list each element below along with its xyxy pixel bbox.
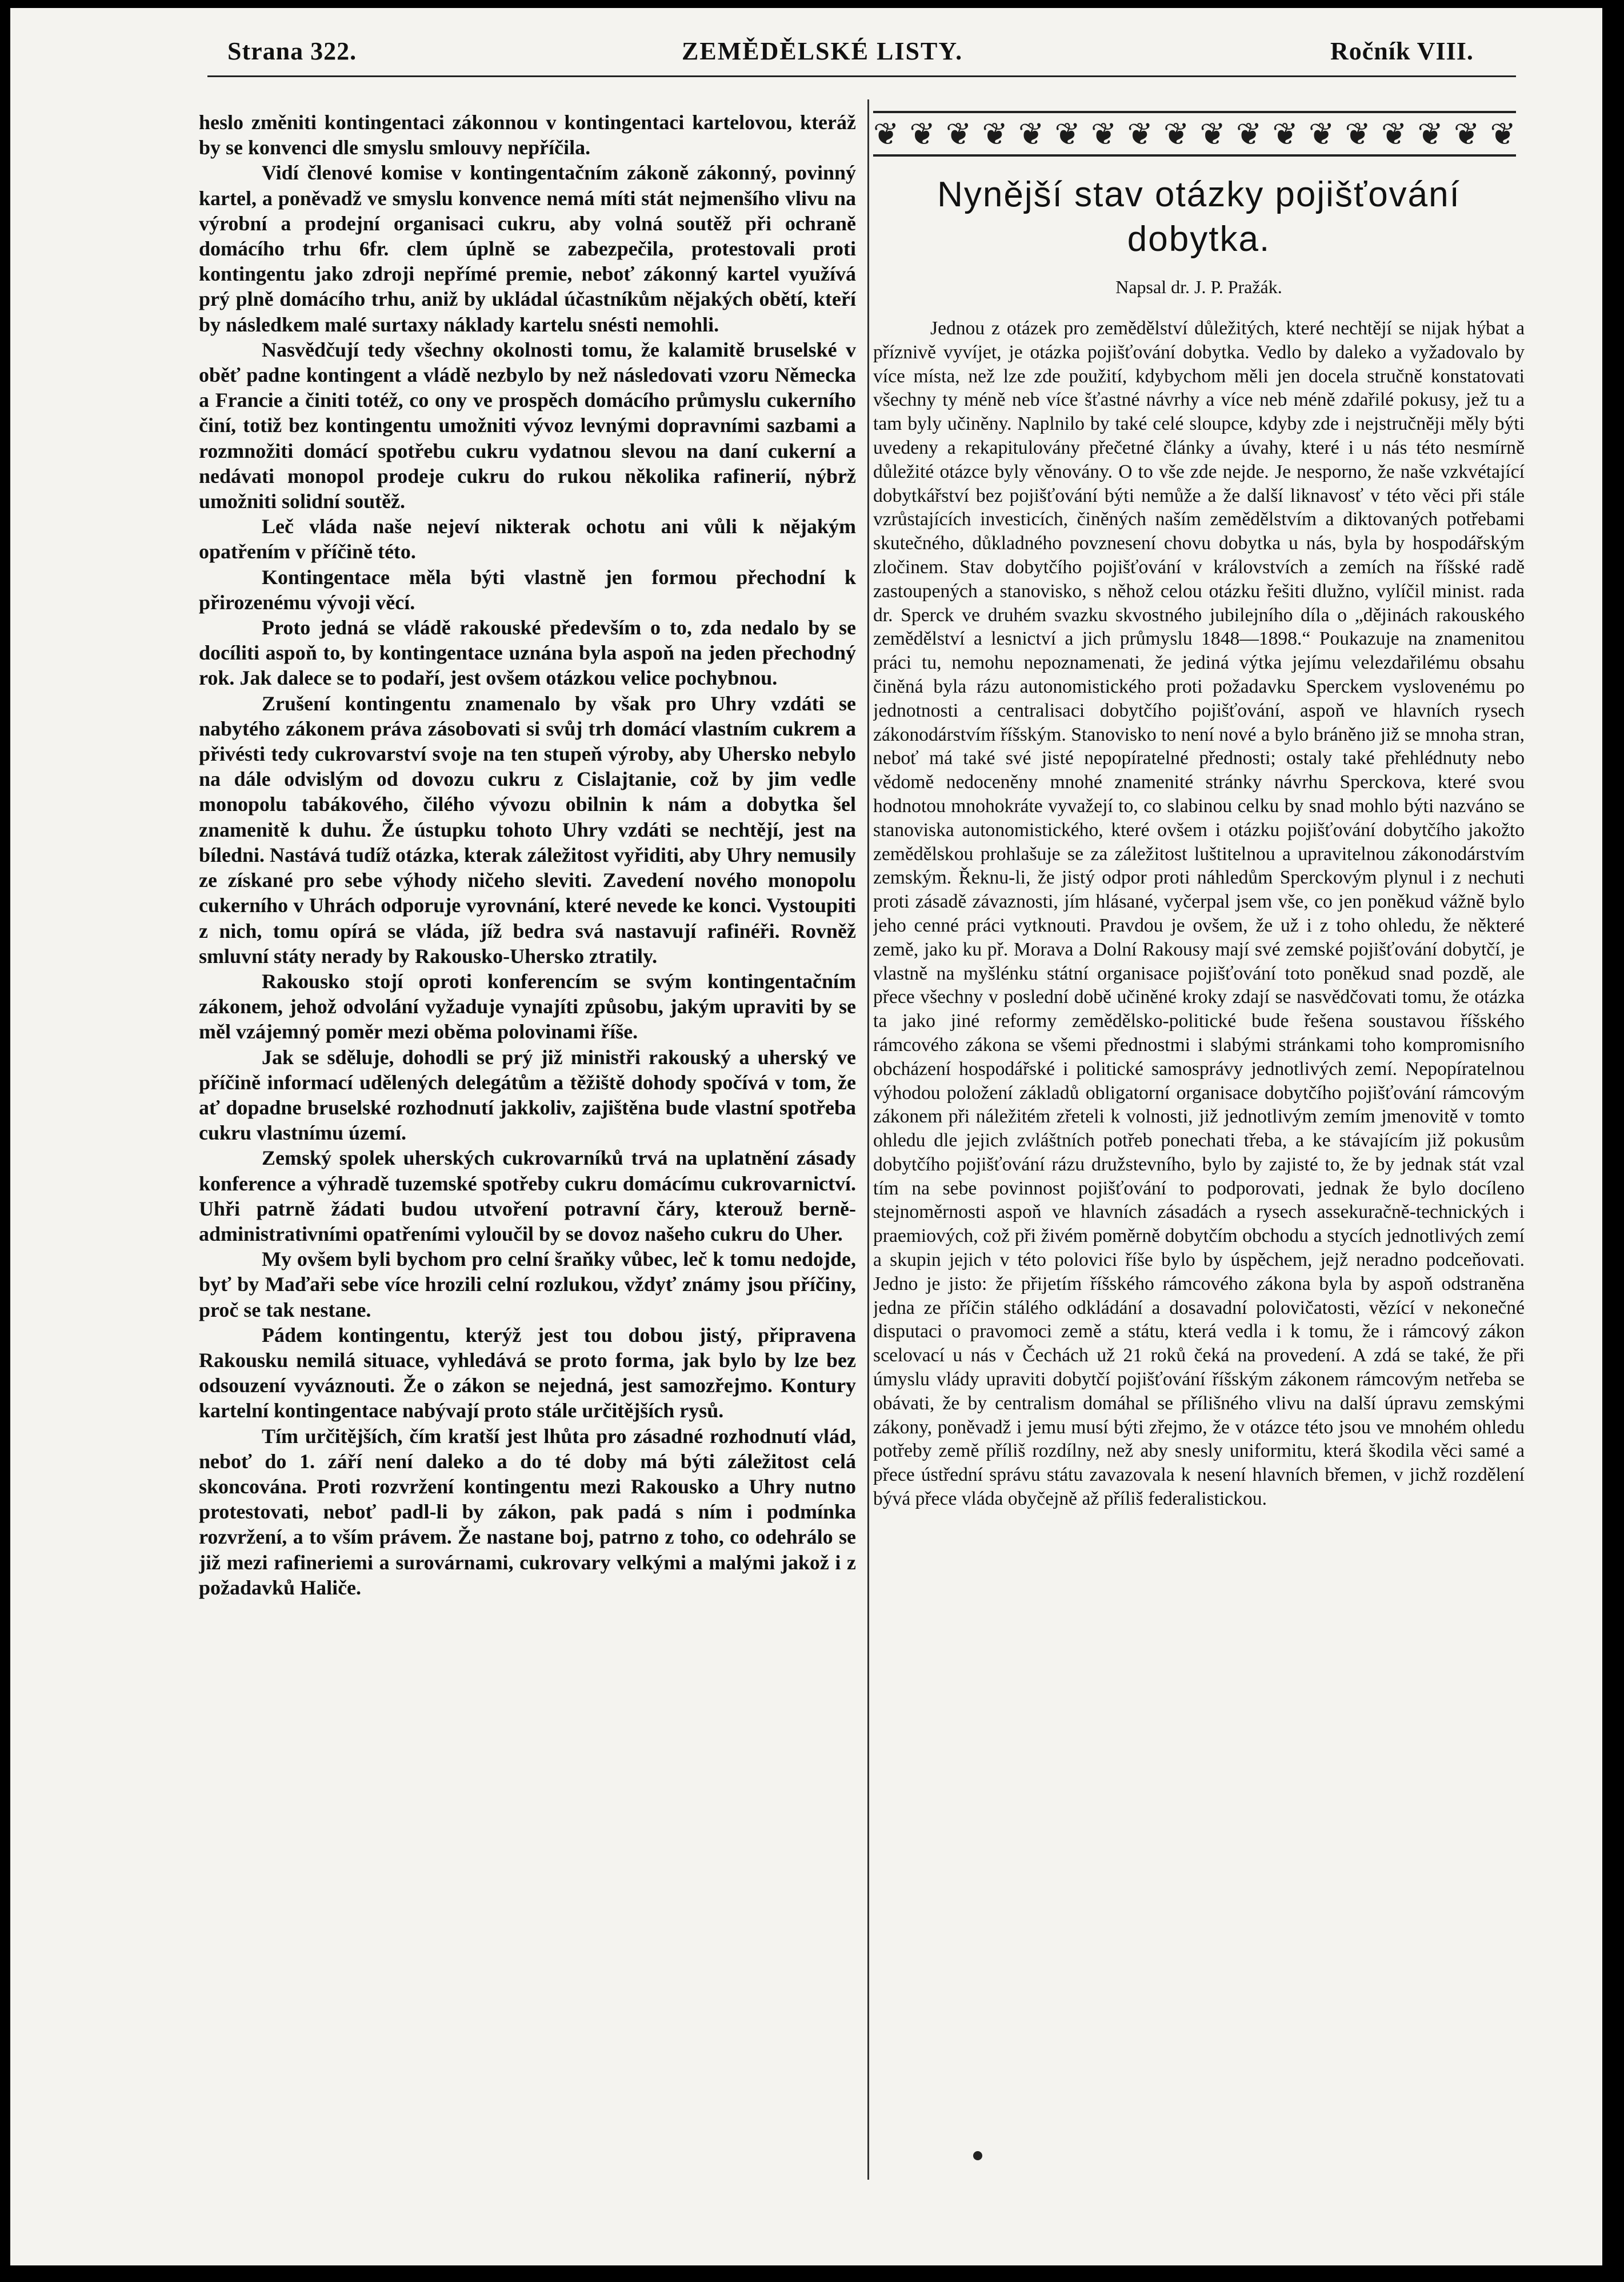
paragraph: Zemský spolek uherských cukrovarníků trvá na uplatnění zásady konference a výhradě tuzemské spotřeby cukru domácímu cukrovarnictví. Uhři patrně žádati budou utvoření potravní čáry, kterouž berně-administrativními opatřeními vyloučil by se dovoz našeho cukru do Uher. [199,1146,856,1245]
ornament-icon: ❦ [1309,115,1335,152]
paragraph: Tím určitějších, čím kratší jest lhůta pro zásadné rozhodnutí vlád, neboť do 1. září není daleko a do té doby má býti záležitost celá skoncována. Proti rozvržení kontingentu mezi Rakousko a Uhry nutno protestovati, neboť padl-li by zákon, pak padá s ním i podmínka rozvržení, a to vším právem. Že nastane boj, patrno z toho, co odehrálo se již mezi rafineriemi a surovárnami, cukrovary velkými a malými jakož i z požadavků Haliče. [199,1424,856,1599]
ornament-icon: ❦ [1054,115,1081,152]
paragraph: Kontingentace měla býti vlastně jen formou přechodní k přirozenému vývoji věcí. [199,565,856,614]
paragraph: Pádem kontingentu, kterýž jest tou dobou jistý, připravena Rakousku nemilá situace, vyhledává se proto forma, jak bylo by lze bez odsouzení vyváznouti. Že o zákon se nejedná, jest samozřejmo. Kontury kartelní kontingentace nabývají proto stále určitějších rysů. [199,1323,856,1422]
footer-dot [973,2151,982,2160]
header-rule [207,75,1516,77]
ornament-icon: ❦ [1417,115,1443,152]
ornament-icon: ❦ [1345,115,1371,152]
ornament-icon: ❦ [1018,115,1045,152]
ornament-icon: ❦ [1163,115,1190,152]
ornament-icon: ❦ [1272,115,1298,152]
ornament-icon: ❦ [1236,115,1262,152]
right-column [873,317,1525,2163]
journal-title: ZEMĚDĚLSKÉ LISTY. [682,37,963,65]
ornament-icon: ❦ [1490,115,1516,152]
volume-number: Ročník VIII. [1330,37,1474,65]
article-paragraph: Jednou z otázek pro zemědělství důležitých, které nechtějí se nijak hýbat a příznivě vyvíjet, je otázka pojišťování dobytka. Vedlo by daleko a vyžadovalo by více místa, než lze zde použití, kdybychom měli jen docela stručně konstatovati všechny ty méně neb více šťastné návrhy a více neb méně zdařilé pokusy, jež tu a tam byly učiněny. Naplnilo by také celé sloupce, kdyby zde i nejstručněji měly býti uvedeny a rekapitulovány přečetné články a úvahy, které i u nás této nesmírně důležité otázce byly věnovány. O to vše zde nejde. Je nesporno, že naše vzkvétající dobytkářství bez pojišťování býti nemůže a že další liknavosť v této věci při stále vzrůstajících investicích, činěných naším zemědělstvím a diktovaných potřebami skutečného, důkladného povznesení chovu dobytka u nás, byla by hospodářským zločinem. Stav dobytčího pojišťování v královstvích a zemích na říšské radě zastoupených a stanovisko, s něhož celou otázku řešiti dlužno, vylíčil minist. rada dr. Sperck ve druhém svazku skvostného jubilejního díla o „dějinách rakouského zemědělství a lesnictví a jich průmyslu 1848—1898.“ Poukazuje na znamenitou práci tu, nemohu nepoznamenati, že jediná výtka jejímu velezdařilému obsahu činěná byla rázu autonomistického proti požadavku Sperckem vyslovenému po jednotnosti a centralisaci dobytčího pojišťování, aspoň ve hlavních rysech zákonodárstvím říšským. Stanovisko to není nové a bylo bráněno již se mnoha stran, neboť má také své jisté nepopíratelné přednosti; ostaly také přehlédnuty nebo vědomě nedoceněny mnohé znamenité stránky návrhu Sperckova, které svou hodnotou mnohokráte vyvažejí to, co slabinou celku by snad mohlo býti nazváno se stanoviska autonomistického, které ovšem i otázku pojišťování dobytčího jakožto zemědělskou prohlašuje se za záležitost luštitelnou a upravitelnou zákonodárstvím zemským. Řeknu-li, že jistý odpor proti náhledům Sperckovým plynul i z nechuti proti zásadě závaznosti, jím hlásané, vyčerpal jsem vše, co jen poněkud vážně bylo jeho cenné práci vytknouti. Pravdou je ovšem, že už i z toho ohledu, že některé země, jako ku př. Morava a Dolní Rakousy mají své zemské pojišťování dobytčí, je vlastně na myšlénku státní organisace pojišťování toto poněkud snad pozdě, ale přece všechny v poslední době učiněné kroky zdají se nasvědčovati tomu, že otázka ta jako jiné reformy zemědělsko-politické bude řešena soustavou říšského rámcového zákona se všemi přednostmi i slabými stránkami toho kompromisního obcházení hospodářské i politické samosprávy jednotlivých zemí. Nepopíratelnou výhodou položení základů obligatorní organisace dobytčího pojišťování rámcovým zákonem při náležitém zřeteli k volnosti, již jednotlivým zemím jmenovitě v tomto ohledu dle jejich zvláštních potřeb ponechati třeba, a ke stávajícím již pokusům dobytčího pojišťování rázu družstevního, bylo by zajisté to, že by jednak stát vzal tím na sebe povinnost pojišťování to podporovati, jednak že bylo docíleno stejnoměrnosti aspoň ve hlavních zásadách a rysech assekuračně-technických i praemiových, což při živém poměrně dobytčím obchodu a stycích jednotlivých zemí a skupin jejich v této polovici říše bylo by úspěchem, jejž neradno podceňovati. Jedno je jisto: že přijetím říšského rámcového zákona byla by aspoň odstraněna jedna ze příčin stálého odkládání a dosavadní polovičatosti, vězící v nekonečné disputaci o pravomoci země a státu, která vedla i k tomu, že i rámcový zákon scelovací u nás v Čechách už 21 roků čeká na provedení. A zdá se také, že při úmyslu vlády upraviti dobytčí pojišťování říšským zákonem rámcovým netřeba se obávati, že by centralism domáhal se přílišného vlivu na další úpravu zemskými zákony, poněvadž i jemu musí býti zřejmo, že v otázce této jsou ve mnohém ohledu potřeby země příliš rozdílny, než aby snesly uniformitu, která škodila věci samé a přece ústřední správu státu zavazovala k nesení hlavních břemen, v jichž rozdělení bývá přece vláda obyčejně až příliš federalistickou. [873,318,1525,1510]
article-title: Nynější stav otázky pojišťování dobytka. [937,175,1461,259]
ornament-icon: ❦ [1127,115,1153,152]
paragraph: My ovšem byli bychom pro celní šraňky vůbec, leč k tomu nedojde, byť by Maďaři sebe více hrozili celní rozlukou, vždyť známy jsou příčiny, proč se tak nestane. [199,1248,856,1321]
newspaper-page [10,8,1602,2265]
page-number: Strana 322. [227,37,357,65]
article-byline: Napsal dr. J. P. Pražák. [1115,277,1282,297]
ornament-icon: ❦ [1381,115,1407,152]
ornament-icon: ❦ [1199,115,1226,152]
ornament-icon: ❦ [1454,115,1480,152]
ornament-icon: ❦ [909,115,935,152]
paragraph: Proto jedná se vládě rakouské především o to, zda nedalo by se docíliti aspoň to, by kontingentace uznána byla aspoň na jeden přechodný rok. Jak dalece se to podaří, jest ovšem otázkou velice pochybnou. [199,616,856,690]
paragraph: Rakousko stojí oproti konferencím se svým kontingentačním zákonem, jehož odvolání vyžaduje vynajíti způsobu, jakým upraviti by se měl vzájemný poměr mezi oběma polovinami říše. [199,969,856,1044]
paragraph: Zrušení kontingentu znamenalo by však pro Uhry vzdáti se nabytého zákonem práva zásobovati si svůj trh domácí vlastním cukrem a přivésti tedy cukrovarství svoje na ten stupeň výroby, aby Uhersko nebylo na dále odvislým od dovozu cukru z Cislajtanie, což by jim vedle monopolu tabákového, čilého vývozu obilnin k nám a dobytka šel znamenitě k duhu. Že ústupku tohoto Uhry vzdáti se nechtějí, jest na bíledni. Nastává tudíž otázka, kterak záležitost vyřiditi, aby Uhry nemusily ze získané pro sebe výhody ničeho sleviti. Zavedení nového monopolu cukerního v Uhrách odporuje vyrovnání, které nevede ke konci. Vystoupiti z nich, tomu opírá se vláda, jíž bedra svá nastavují rafinéři. Rovněž smluvní státy nerady by Rakousko-Uhersko ztratily. [199,692,856,968]
ornament-icon: ❦ [1091,115,1117,152]
left-column [199,110,856,2156]
ornament-icon: ❦ [873,115,899,152]
paragraph: Jak se sděluje, dohodli se prý již ministři rakouský a uherský ve příčině informací udělených delegátům a těžiště dohody spočívá v tom, že ať dopadne bruselské rozhodnutí jakkoliv, zajištěna bude vlastní spotřeba cukru vlastnímu území. [199,1045,856,1145]
ornament-icon: ❦ [946,115,972,152]
paragraph: heslo změniti kontingentaci zákonnou v kontingentaci kartelovou, kteráž by se konvenci dle smyslu smlouvy nepříčila. [199,111,856,159]
ornament-band [873,111,1516,157]
paragraph: Nasvědčují tedy všechny okolnosti tomu, že kalamitě bruselské v oběť padne kontingent a vládě nezbylo by než následovati vzoru Německa a Francie a činiti totéž, co ony ve prospěch domácího průmyslu cukerního činí, totiž bez kontingentu umožniti vývoz levnými dopravními sazbami a rozmnožiti domácí spotřebu cukru vydatnou slevou na daní cukerní a nedávati monopol prodeje cukru do rukou několika rafinerií, nýbrž umožniti solidní soutěž. [199,338,856,513]
paragraph: Vidí členové komise v kontingentačním zákoně zákonný, povinný kartel, a poněvadž ve smyslu konvence nemá míti stát nejmenšího vlivu na výrobní a prodejní organisaci cukru, aby volná soutěž při ochraně domácího trhu 6fr. clem úplně se zabezpečila, protestovali proti kontingentu jako zdroji nepřímé premie, neboť zákonný kartel využívá prý plně domácího trhu, aniž by ukládal účastníkům nějakých obětí, kteří by následkem malé surtaxy náklady kartelu snésti nemohli. [199,161,856,336]
column-rule [867,99,869,2180]
ornament-icon: ❦ [982,115,1008,152]
paragraph: Leč vláda naše nejeví nikterak ochotu ani vůli k nějakým opatřením v příčině této. [199,515,856,563]
